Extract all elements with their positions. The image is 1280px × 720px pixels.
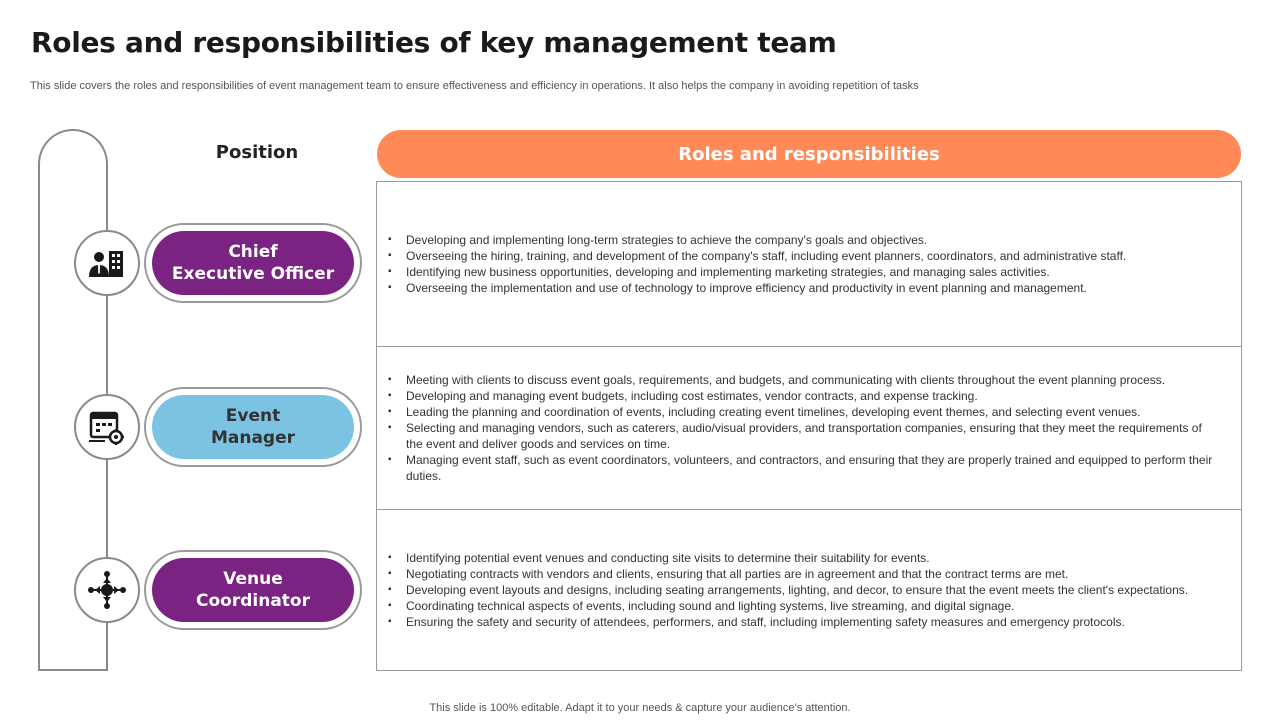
- list-item: ▪ Identifying potential event venues and conducting site visits to determine their suitability for events.: [386, 550, 1219, 566]
- list-item: ▪ Developing event layouts and designs, including seating arrangements, lighting, and decor, to ensure that the event meets the client's expectations.: [386, 582, 1219, 598]
- list-item: ▪ Negotiating contracts with vendors and clients, ensuring that all parties are in agreement and that the contract terms are met.: [386, 566, 1219, 582]
- position-label-event-manager: Event Manager: [152, 395, 354, 459]
- list-item: ▪ Ensuring the safety and security of attendees, performers, and staff, including implementing safety measures and emergency protocols.: [386, 614, 1219, 630]
- list-item: ▪ Overseeing the hiring, training, and development of the company's staff, including event planners, coordinators, and administrative staff.: [386, 248, 1219, 264]
- position-pill-event-manager: [144, 387, 362, 467]
- list-item: ▪ Leading the planning and coordination of events, including creating event timelines, developing event themes, and selecting event venues.: [386, 404, 1219, 420]
- businessman-building-icon: [74, 230, 140, 296]
- list-item: ▪ Developing and implementing long-term strategies to achieve the company's goals and objectives.: [386, 232, 1219, 248]
- list-item: ▪ Identifying new business opportunities, developing and implementing marketing strategies, and managing sales activities.: [386, 264, 1219, 280]
- network-nodes-icon: [74, 557, 140, 623]
- footer-note: This slide is 100% editable. Adapt it to your needs & capture your audience’s attention.: [429, 702, 851, 714]
- position-pill-ceo: [144, 223, 362, 303]
- roles-column-header: Roles and responsibilities: [377, 130, 1241, 178]
- list-item: ▪ Selecting and managing vendors, such as caterers, audio/visual providers, and transportation companies, ensuring that they meet the requirements of the event and deliver goods and services on time.: [386, 420, 1219, 452]
- list-item: ▪ Overseeing the implementation and use of technology to improve efficiency and productivity in event planning and management.: [386, 280, 1219, 296]
- list-item: ▪ Meeting with clients to discuss event goals, requirements, and budgets, and communicating with clients throughout the event planning process.: [386, 372, 1219, 388]
- responsibilities-cell-ceo: [377, 182, 1241, 346]
- position-label-venue-coordinator: Venue Coordinator: [152, 558, 354, 622]
- page-subtitle: This slide covers the roles and responsibilities of event management team to ensure effectiveness and efficiency in operations. It also helps the company in avoiding repetition of tasks: [30, 80, 919, 92]
- timeline-track-bottom: [38, 669, 108, 671]
- calendar-gear-icon: [74, 394, 140, 460]
- position-column-header: Position: [215, 142, 299, 163]
- position-pill-venue-coordinator: [144, 550, 362, 630]
- list-item: ▪ Coordinating technical aspects of events, including sound and lighting systems, live streaming, and digital signage.: [386, 598, 1219, 614]
- list-item: ▪ Developing and managing event budgets, including cost estimates, vendor contracts, and expense tracking.: [386, 388, 1219, 404]
- page-title: Roles and responsibilities of key management team: [31, 26, 837, 59]
- list-item: ▪ Managing event staff, such as event coordinators, volunteers, and contractors, and ensuring that they are properly trained and equipped to perform their duties.: [386, 452, 1219, 484]
- responsibilities-cell-event-manager: [377, 346, 1241, 509]
- position-label-ceo: Chief Executive Officer: [152, 231, 354, 295]
- responsibilities-cell-venue-coordinator: [377, 509, 1241, 670]
- responsibilities-table: [376, 181, 1242, 671]
